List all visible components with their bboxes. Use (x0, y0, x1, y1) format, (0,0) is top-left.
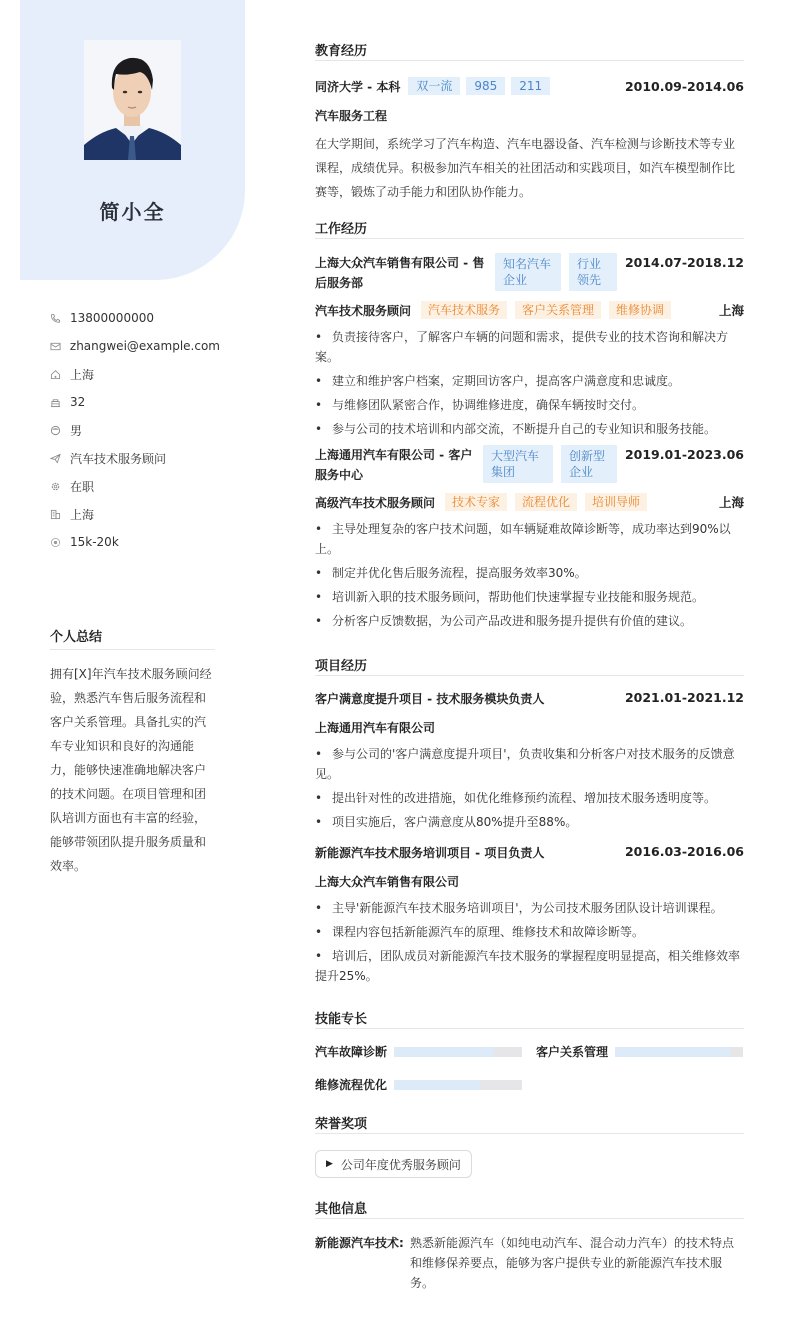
bullet-item: • 课程内容包括新能源汽车的原理、维修技术和故障诊断等。 (315, 922, 744, 942)
salary-icon (50, 537, 70, 548)
awards-section (315, 1113, 744, 1178)
other-title: 其他信息 (315, 1198, 744, 1219)
contact-value: 上海 (70, 507, 95, 522)
project-date: 2021.01-2021.12 (624, 690, 744, 705)
award-label: 公司年度优秀服务顾问 (340, 1157, 461, 1172)
bullet-item: • 负责接待客户，了解客户车辆的问题和需求，提供专业的技术咨询和解决方案。 (315, 327, 744, 367)
company-tag: 行业领先 (569, 253, 617, 291)
gender-icon (50, 425, 70, 436)
contact-email (50, 332, 220, 360)
education-date: 2010.09-2014.06 (624, 78, 744, 94)
contact-address (50, 360, 220, 388)
job-city: 上海 (718, 495, 744, 510)
skill-bar (394, 1080, 522, 1090)
work-section (315, 218, 744, 631)
school-tag: 211 (511, 77, 550, 95)
contact-phone (50, 304, 220, 332)
bullet-item: • 提出针对性的改进措施，如优化维修预约流程、增加技术服务透明度等。 (315, 788, 744, 808)
bullet-item: • 与维修团队紧密合作，协调维修进度，确保车辆按时交付。 (315, 395, 744, 415)
school-name: 同济大学 - 本科 (315, 79, 401, 94)
contact-salary (50, 528, 220, 556)
job-bullets (315, 327, 744, 439)
project-bullets (315, 744, 744, 832)
bullet-item: • 培训后，团队成员对新能源汽车技术服务的掌握程度明显提高，相关维修效率提升25%。 (315, 946, 744, 986)
other-section (315, 1198, 744, 1293)
skill-item (315, 1076, 744, 1093)
summary-section (50, 626, 215, 878)
bullet-item: • 参与公司的'客户满意度提升项目'，负责收集和分析客户对技术服务的反馈意见。 (315, 744, 744, 784)
awards-title: 荣誉奖项 (315, 1113, 744, 1134)
summary-text: 拥有[X]年汽车技术服务顾问经验，熟悉汽车售后服务流程和客户关系管理。具备扎实的汽车专业知识和良好的沟通能力，能够快速准确地解决客户的技术问题。在项目管理和团队培训方面也有丰富的经验，能够带领团队提升服务质量和效率。 (50, 667, 212, 873)
contact-gender (50, 416, 220, 444)
other-item (315, 1233, 744, 1293)
skill-item (536, 1043, 743, 1060)
education-description: 在大学期间，系统学习了汽车构造、汽车电器设备、汽车检测与诊断技术等专业课程，成绩优异。积极参加汽车相关的社团活动和实践项目，如汽车模型制作比赛等，锻炼了动手能力和团队协作能力。 (315, 137, 736, 199)
project-entry (315, 844, 744, 986)
skills-section (315, 1008, 744, 1093)
skill-fill (615, 1047, 730, 1057)
contact-value: 上海 (70, 367, 95, 382)
age-icon (50, 397, 70, 408)
building-icon (50, 509, 70, 520)
skill-tag: 培训导师 (585, 493, 647, 511)
work-title: 工作经历 (315, 218, 744, 239)
bullet-item: • 主导处理复杂的客户技术问题，如车辆疑难故障诊断等，成功率达到90%以上。 (315, 519, 744, 559)
home-icon (50, 369, 70, 380)
profile-photo (84, 40, 181, 160)
bullet-item: • 培训新入职的技术服务顾问，帮助他们快速掌握专业技能和服务规范。 (315, 587, 744, 607)
job-date: 2019.01-2023.06 (624, 447, 744, 462)
education-title: 教育经历 (315, 40, 744, 61)
contact-value: 15k-20k (70, 535, 119, 549)
phone-icon (50, 313, 70, 324)
skill-name: 汽车故障诊断 (315, 1045, 388, 1059)
project-company: 上海通用汽车有限公司 (315, 721, 436, 735)
education-section (315, 40, 744, 204)
job-company: 上海通用汽车有限公司 - 客户服务中心 (315, 448, 473, 482)
skill-bar (394, 1047, 522, 1057)
send-icon (50, 453, 70, 464)
contact-list (50, 304, 220, 556)
skill-tag: 汽车技术服务 (421, 301, 507, 319)
company-tag: 创新型企业 (561, 445, 617, 483)
project-name: 新能源汽车技术服务培训项目 - 项目负责人 (315, 846, 545, 860)
triangle-right-icon: ▶ (326, 1159, 333, 1169)
contact-value: zhangwei@example.com (69, 339, 220, 353)
avatar (84, 40, 181, 160)
bullet-item: • 制定并优化售后服务流程，提高服务效率30%。 (315, 563, 744, 583)
job-position: 汽车技术服务顾问 (315, 303, 412, 318)
bullet-item: • 项目实施后，客户满意度从80%提升至88%。 (315, 812, 744, 832)
major: 汽车服务工程 (315, 109, 388, 123)
contact-age (50, 388, 220, 416)
job-entry (315, 253, 744, 439)
job-bullets (315, 519, 744, 631)
contact-value: 13800000000 (70, 311, 154, 325)
bullet-item: • 参与公司的技术培训和内部交流，不断提升自己的专业知识和服务技能。 (315, 419, 744, 439)
skill-name: 客户关系管理 (536, 1045, 609, 1059)
skill-name: 维修流程优化 (315, 1078, 388, 1092)
status-icon (50, 481, 70, 492)
contact-value: 汽车技术服务顾问 (70, 451, 167, 466)
project-name: 客户满意度提升项目 - 技术服务模块负责人 (315, 692, 545, 706)
skill-bar (615, 1047, 743, 1057)
skill-tag: 客户关系管理 (515, 301, 601, 319)
project-company: 上海大众汽车销售有限公司 (315, 875, 460, 889)
contact-value: 男 (70, 423, 83, 438)
skill-tag: 流程优化 (515, 493, 577, 511)
job-entry (315, 445, 744, 631)
main-content (315, 40, 744, 1293)
job-city: 上海 (718, 303, 744, 318)
mail-icon (50, 341, 70, 352)
job-date: 2014.07-2018.12 (624, 255, 744, 270)
skill-tag: 维修协调 (609, 301, 671, 319)
skill-fill (394, 1047, 494, 1057)
award-item[interactable] (315, 1150, 472, 1178)
profile-name: 简小全 (99, 200, 166, 224)
other-label: 新能源汽车技术: (315, 1236, 404, 1250)
skill-fill (394, 1080, 480, 1090)
project-date: 2016.03-2016.06 (624, 844, 744, 859)
bullet-item: • 主导'新能源汽车技术服务培训项目'，为公司技术服务团队设计培训课程。 (315, 898, 744, 918)
contact-status (50, 472, 220, 500)
bullet-item: • 建立和维护客户档案，定期回访客户，提高客户满意度和忠诚度。 (315, 371, 744, 391)
job-company: 上海大众汽车销售有限公司 - 售后服务部 (315, 256, 485, 290)
job-position: 高级汽车技术服务顾问 (315, 495, 436, 510)
school-tag: 985 (466, 77, 505, 95)
project-entry (315, 690, 744, 832)
summary-title: 个人总结 (50, 626, 215, 650)
skill-tag: 技术专家 (445, 493, 507, 511)
company-tag: 大型汽车集团 (483, 445, 553, 483)
projects-section (315, 655, 744, 986)
other-text: 熟悉新能源汽车（如纯电动汽车、混合动力汽车）的技术特点和维修保养要点，能够为客户提供专业的新能源汽车技术服务。 (410, 1236, 735, 1290)
skill-item (315, 1043, 536, 1060)
bullet-item: • 分析客户反馈数据，为公司产品改进和服务提升提供有价值的建议。 (315, 611, 744, 631)
contact-job-intent (50, 444, 220, 472)
skills-title: 技能专长 (315, 1008, 744, 1029)
school-tag: 双一流 (408, 77, 460, 95)
company-tag: 知名汽车企业 (495, 253, 561, 291)
projects-title: 项目经历 (315, 655, 744, 676)
contact-city (50, 500, 220, 528)
project-bullets (315, 898, 744, 986)
contact-value: 在职 (70, 479, 95, 494)
contact-value: 32 (70, 395, 86, 409)
